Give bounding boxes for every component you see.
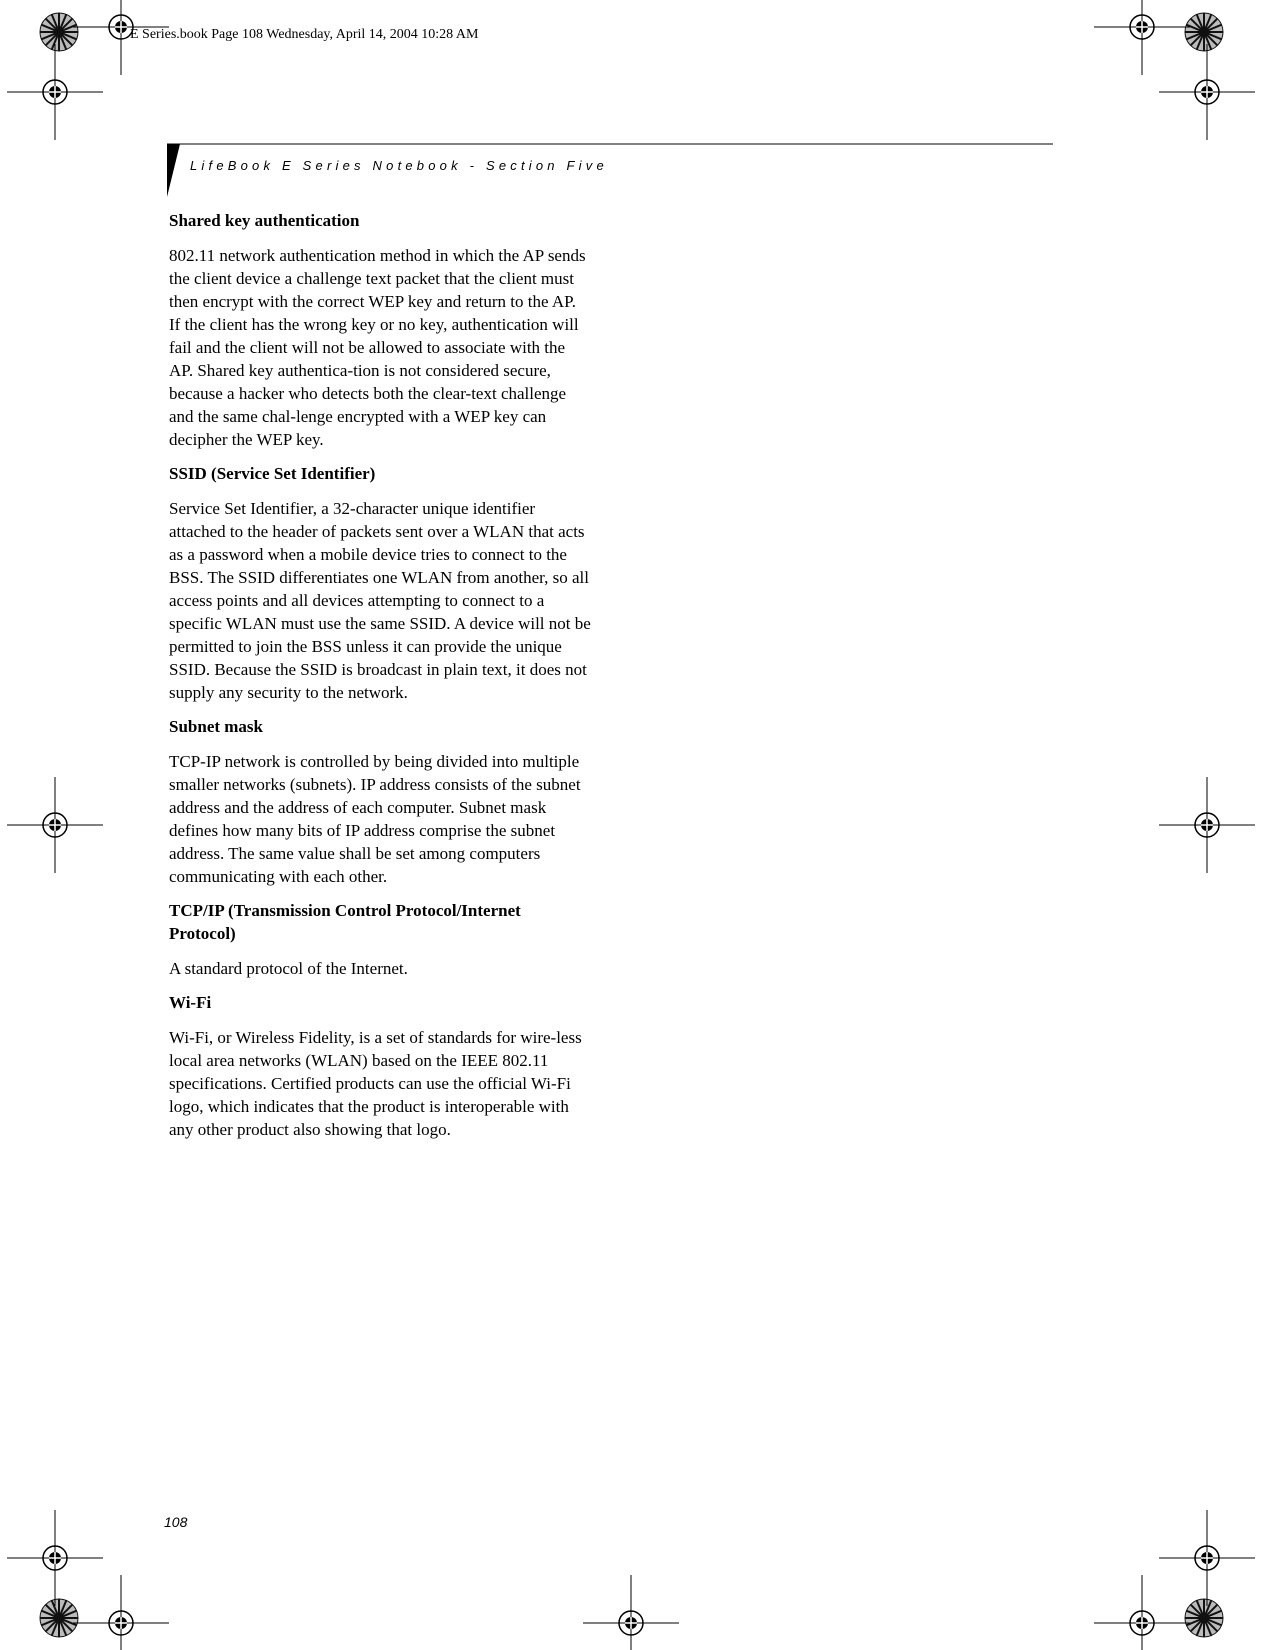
color-bar-star-bottom-left bbox=[40, 1599, 78, 1637]
registration-mark-middle-right bbox=[1159, 777, 1255, 873]
registration-mark-upper-right bbox=[1159, 44, 1255, 140]
running-head: LifeBook E Series Notebook - Section Five bbox=[190, 158, 608, 173]
glossary-entry-shared-key bbox=[169, 209, 591, 451]
entry-definition: A standard protocol of the Internet. bbox=[169, 959, 408, 978]
header-tab-marker bbox=[167, 144, 180, 197]
registration-mark-middle-left bbox=[7, 777, 103, 873]
registration-mark-lower-left bbox=[7, 1510, 103, 1606]
color-bar-star-top-right bbox=[1185, 13, 1223, 51]
glossary-entry-subnet-mask bbox=[169, 715, 591, 888]
color-bar-star-top-left bbox=[40, 13, 78, 51]
glossary-entries bbox=[169, 209, 591, 1152]
entry-definition: Wi-Fi, or Wireless Fidelity, is a set of standards for wire-less local area networks (WLAN) based on the IEEE 802.11 specifications. Certified products can use the official Wi-Fi logo, which indicates that the product is interoperable with any other product also showing that logo. bbox=[169, 1028, 582, 1139]
print-slug: E Series.book Page 108 Wednesday, April 14, 2004 10:28 AM bbox=[130, 27, 479, 42]
glossary-entry-wi-fi bbox=[169, 991, 591, 1141]
registration-mark-bottom-1 bbox=[73, 1575, 169, 1650]
entry-term: SSID (Service Set Identifier) bbox=[169, 464, 376, 483]
page-number: 108 bbox=[164, 1514, 188, 1530]
registration-mark-top-2 bbox=[1094, 0, 1190, 75]
registration-mark-bottom-2 bbox=[583, 1575, 679, 1650]
glossary-entry-tcp-ip bbox=[169, 899, 591, 980]
registration-mark-lower-right bbox=[1159, 1510, 1255, 1606]
registration-mark-upper-left bbox=[7, 44, 103, 140]
registration-mark-bottom-3 bbox=[1094, 1575, 1190, 1650]
entry-definition: 802.11 network authentication method in which the AP sends the client device a challenge text packet that the client must then encrypt with the correct WEP key and return to the AP. If the client has the wrong key or no key, authentication will fail and the client will not be allowed to associate with the AP. Shared key authentica-tion is not considered secure, because a hacker who detects both the clear-text challenge and the same chal-lenge encrypted with a WEP key can decipher the WEP key. bbox=[169, 246, 586, 449]
entry-definition: TCP-IP network is controlled by being divided into multiple smaller networks (subnets). IP address consists of the subnet address and the address of each computer. Subnet mask defines how many bits of IP address comprise the subnet address. The same value shall be set among computers communicating with each other. bbox=[169, 752, 581, 886]
entry-term: Wi-Fi bbox=[169, 993, 212, 1012]
entry-term: TCP/IP (Transmission Control Protocol/Internet Protocol) bbox=[169, 901, 521, 943]
entry-term: Shared key authentication bbox=[169, 211, 360, 230]
entry-definition: Service Set Identifier, a 32-character unique identifier attached to the header of packets sent over a WLAN that acts as a password when a mobile device tries to connect to the BSS. The SSID differentiates one WLAN from another, so all access points and all devices attempting to connect to a specific WLAN must use the same SSID. A device will not be permitted to join the BSS unless it can provide the unique SSID. Because the SSID is broadcast in plain text, it does not supply any security to the network. bbox=[169, 499, 591, 702]
color-bar-star-bottom-right bbox=[1185, 1599, 1223, 1637]
entry-term: Subnet mask bbox=[169, 717, 264, 736]
glossary-entry-ssid bbox=[169, 462, 591, 704]
